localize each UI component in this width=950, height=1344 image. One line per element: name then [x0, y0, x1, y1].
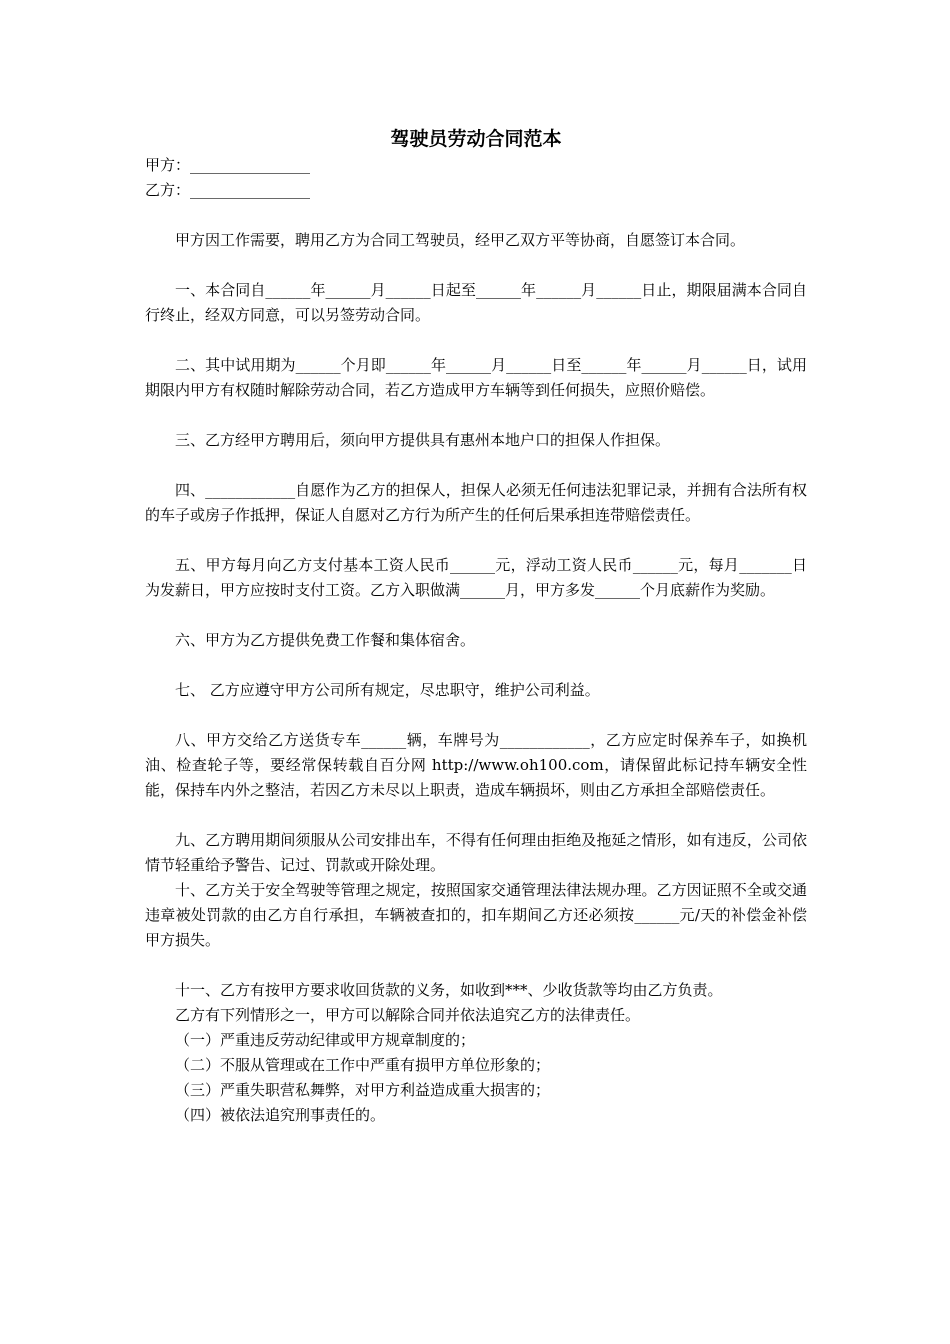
- document-title: 驾驶员劳动合同范本: [390, 128, 562, 150]
- spacer: [145, 703, 807, 728]
- clause-2: 二、其中试用期为______个月即______年______月______日至______年______月______日，试用期限内甲方有权随时解除劳动合同，若乙方造成甲方车辆等到任何损失，应照价赔偿。: [145, 356, 807, 399]
- liability-intro: 乙方有下列情形之一，甲方可以解除合同并依法追究乙方的法律责任。: [175, 1006, 641, 1024]
- spacer: [145, 603, 807, 628]
- clause-9: 九、乙方聘用期间须服从公司安排出车，不得有任何理由拒绝及拖延之情形，如有违反，公司依情节轻重给予警告、记过、罚款或开除处理。: [145, 831, 807, 874]
- contract-document: [145, 126, 807, 1128]
- clause-8: 八、甲方交给乙方送货专车______辆，车牌号为____________，乙方应定时保养车子，如换机油、检查轮子等，要经常保转载自百分网 http://www.oh100.com，请保留此标记持车辆安全性能，保持车内外之整洁，若因乙方未尽以上职责，造成车辆损坏，则由乙方承担全部赔偿责任。: [145, 731, 807, 799]
- liability-item-3: （三）严重失职营私舞弊，对甲方利益造成重大损害的；: [175, 1081, 551, 1099]
- clause-11: 十一、乙方有按甲方要求收回货款的义务，如收到***、少收货款等均由乙方负责。: [175, 981, 723, 999]
- spacer: [145, 328, 807, 353]
- liability-item-4: （四）被依法追究刑事责任的。: [175, 1106, 386, 1124]
- clause-6: 六、甲方为乙方提供免费工作餐和集体宿舍。: [175, 631, 476, 649]
- spacer: [145, 453, 807, 478]
- party-b-line: 乙方：________________: [145, 181, 311, 199]
- intro-paragraph: 甲方因工作需要，聘用乙方为合同工驾驶员，经甲乙双方平等协商，自愿签订本合同。: [175, 231, 746, 249]
- clause-4: 四、____________自愿作为乙方的担保人，担保人必须无任何违法犯罪记录，并拥有合法所有权的车子或房子作抵押，保证人自愿对乙方行为所产生的任何后果承担连带赔偿责任。: [145, 481, 807, 524]
- clause-3: 三、乙方经甲方聘用后，须向甲方提供具有惠州本地户口的担保人作担保。: [175, 431, 671, 449]
- clause-7: 七、 乙方应遵守甲方公司所有规定，尽忠职守，维护公司利益。: [175, 681, 600, 699]
- liability-item-2: （二）不服从管理或在工作中严重有损甲方单位形象的；: [175, 1056, 551, 1074]
- spacer: [145, 803, 807, 828]
- clause-10: 十、乙方关于安全驾驶等管理之规定，按照国家交通管理法律法规办理。乙方因证照不全或交通违章被处罚款的由乙方自行承担，车辆被查扣的，扣车期间乙方还必须按______元/天的补偿金补偿甲方损失。: [145, 881, 807, 949]
- clause-1: 一、本合同自______年______月______日起至______年______月______日止，期限届满本合同自行终止，经双方同意，可以另签劳动合同。: [145, 281, 807, 324]
- spacer: [145, 653, 807, 678]
- party-a-line: 甲方：________________: [145, 156, 311, 174]
- spacer: [145, 953, 807, 978]
- spacer: [145, 203, 807, 228]
- clause-5: 五、甲方每月向乙方支付基本工资人民币______元，浮动工资人民币______元，每月_______日为发薪日，甲方应按时支付工资。乙方入职做满______月，甲方多发______个月底薪作为奖励。: [145, 556, 807, 599]
- spacer: [145, 403, 807, 428]
- spacer: [145, 253, 807, 278]
- liability-item-1: （一）严重违反劳动纪律或甲方规章制度的；: [175, 1031, 476, 1049]
- spacer: [145, 528, 807, 553]
